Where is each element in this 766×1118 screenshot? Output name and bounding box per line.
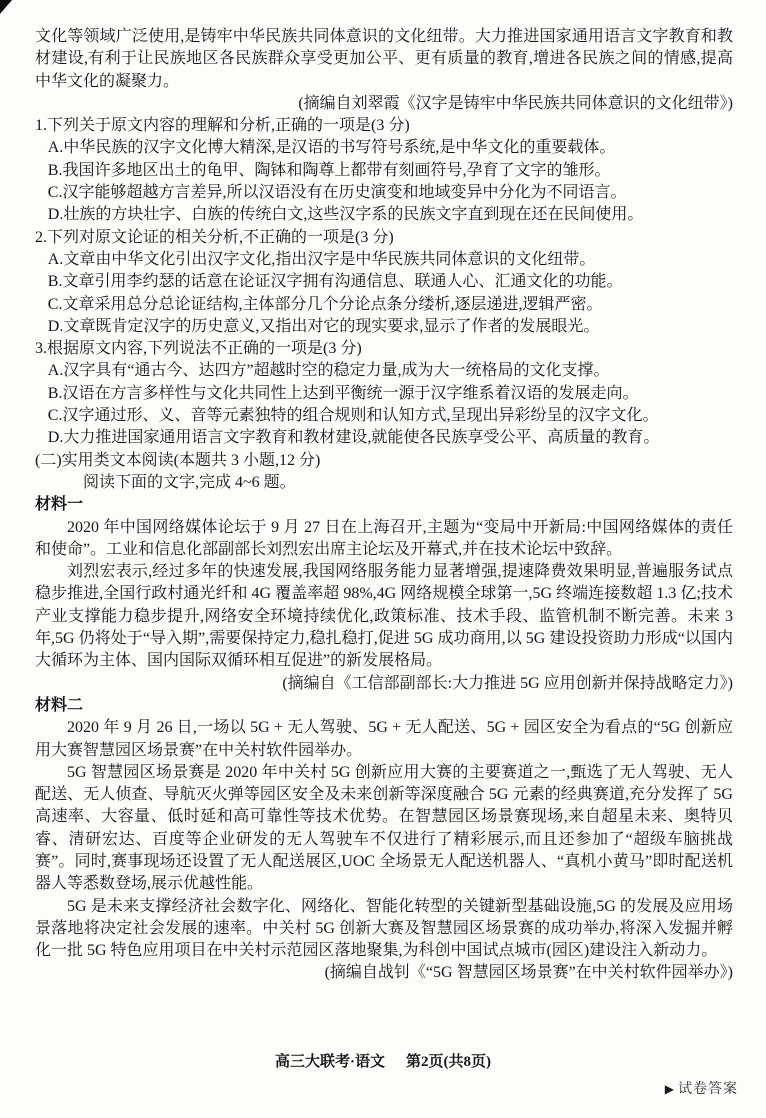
question-2-option-c: C.文章采用总分总论证结构,主体部分几个分论点条分缕析,逐层递进,逻辑严密。 <box>47 295 603 313</box>
question-1-option-c: C.汉字能够超越方言差异,所以汉语没有在历史演变和地域变异中分化为不同语言。 <box>47 184 627 202</box>
question-3-stem: 3.根据原文内容,下列说法不正确的一项是(3 分) <box>35 340 362 358</box>
page-footer <box>0 1050 766 1071</box>
answer-site-watermark <box>665 1078 738 1098</box>
section-2-instruction: 阅读下面的文字,完成 4~6 题。 <box>83 473 296 491</box>
question-1-option-b: B.我国许多地区出土的龟甲、陶钵和陶尊上都带有刻画符号,孕育了文字的雏形。 <box>47 161 611 179</box>
passage-continuation: 文化等领域广泛使用,是铸牢中华民族共同体意识的文化纽带。大力推进国家通用语言文字教育和教材建设,有利于让民族地区各民族群众享受更加公平、更有质量的教育,增进各民族之间的情感,提高中华文化的凝聚力。 <box>35 28 733 90</box>
exam-content <box>35 26 733 985</box>
material-1-source: (摘编自《工信部副部长:大力推进 5G 应用创新并保持战略定力》) <box>282 674 733 692</box>
material-2-paragraph-2: 5G 智慧园区场景赛是 2020 年中关村 5G 创新应用大赛的主要赛道之一,甄选了无人驾驶、无人配送、无人侦查、导航灭火弹等园区安全及未来创新等深度融合 5G 元素的经典赛道,充分发挥了 5G 高速率、大容量、低时延和高可靠性等技术优势。在智慧园区场景赛现场,来自超星未来、奥特贝睿、清研宏达、百度等企业研发的无人驾驶车不仅进行了精彩展示,而且还参加了“超级车脑挑战赛”。同时,赛事现场还设置了无人配送展区,UOC 全场景无人配送机器人、“真机小黄马”即时配送机器人等悉数登场,展示优越性能。 <box>35 763 733 893</box>
question-2-option-d: D.文章既肯定汉字的历史意义,又指出对它的现实要求,显示了作者的发展眼光。 <box>47 317 600 335</box>
question-3-option-b: B.汉语在方言多样性与文化共同性上达到平衡统一源于汉字维系着汉语的发展走向。 <box>47 384 639 402</box>
passage-source: (摘编自刘翠霞《汉字是铸牢中华民族共同体意识的文化纽带》) <box>298 94 733 112</box>
play-triangle-icon: ▶ <box>664 1082 675 1096</box>
question-2-option-b: B.文章引用李约瑟的话意在论证汉字拥有沟通信息、联通人心、汇通文化的功能。 <box>47 273 623 291</box>
question-2-option-a: A.文章由中华文化引出汉字文化,指出汉字是中华民族共同体意识的文化纽带。 <box>47 250 596 268</box>
scan-corner-mark <box>0 0 12 14</box>
question-2-stem: 2.下列对原文论证的相关分析,不正确的一项是(3 分) <box>35 228 394 246</box>
question-1-option-a: A.中华民族的汉字文化博大精深,是汉语的书写符号系统,是中华文化的重要载体。 <box>47 139 616 157</box>
material-1-paragraph-2: 刘烈宏表示,经过多年的快速发展,我国网络服务能力显著增强,提速降费效果明显,普遍服务试点稳步推进,全国行政村通光纤和 4G 覆盖率超 98%,4G 网络规模全球第一,5G 终端连接数超 1.3 亿;技术产业支撑能力稳步提升,网络安全环境持续优化,政策标准、技术手段、监管机制不断完善。未来 3 年,5G 仍将处于“导入期”,需要保持定力,稳扎稳打,促进 5G 成功商用,以 5G 建设投资助力形成“以国内大循环为主体、国内国际双循环相互促进”的新发展格局。 <box>35 563 733 670</box>
question-3-option-d: D.大力推进国家通用语言文字教育和教材建设,就能使各民族享受公平、高质量的教育。 <box>47 429 660 447</box>
material-2-paragraph-1: 2020 年 9 月 26 日,一场以 5G + 无人驾驶、5G + 无人配送、5G + 园区安全为看点的“5G 创新应用大赛智慧园区场景赛”在中关村软件园举办。 <box>35 719 733 759</box>
material-1-paragraph-1: 2020 年中国网络媒体论坛于 9 月 27 日在上海召开,主题为“变局中开新局:中国网络媒体的责任和使命”。工业和信息化部副部长刘烈宏出席主论坛及开幕式,并在技术论坛中致辞。 <box>35 518 733 558</box>
material-1-label: 材料一 <box>35 496 84 514</box>
material-2-source: (摘编自战钊《“5G 智慧园区场景赛”在中关村软件园举办》) <box>324 964 733 982</box>
question-3-option-c: C.汉字通过形、义、音等元素独特的组合规则和认知方式,呈现出异彩纷呈的汉字文化。 <box>47 407 659 425</box>
question-1-option-d: D.壮族的方块壮字、白族的传统白文,这些汉字系的民族文字直到现在还在民间使用。 <box>47 206 644 224</box>
question-1-stem: 1.下列关于原文内容的理解和分析,正确的一项是(3 分) <box>35 117 410 135</box>
footer-exam-title: 高三大联考·语文 <box>274 1054 385 1070</box>
section-2-heading: (二)实用类文本阅读(本题共 3 小题,12 分) <box>35 451 321 469</box>
question-3-option-a: A.汉字具有“通古今、达四方”超越时空的稳定力量,成为大一统格局的文化支撑。 <box>47 362 610 380</box>
material-2-paragraph-3: 5G 是未来支撑经济社会数字化、网络化、智能化转型的关键新型基础设施,5G 的发展及应用场景落地将决定社会发展的速率。中关村 5G 创新大赛及智慧园区场景赛的成功举办,将深入发掘并孵化一批 5G 特色应用项目在中关村示范园区落地聚集,为科创中国试点城市(园区)建设注入新动力。 <box>35 897 733 960</box>
watermark-label: 试卷答案 <box>678 1080 738 1096</box>
footer-page-number: 第2页(共8页) <box>406 1054 491 1070</box>
material-2-label: 材料二 <box>35 696 84 714</box>
